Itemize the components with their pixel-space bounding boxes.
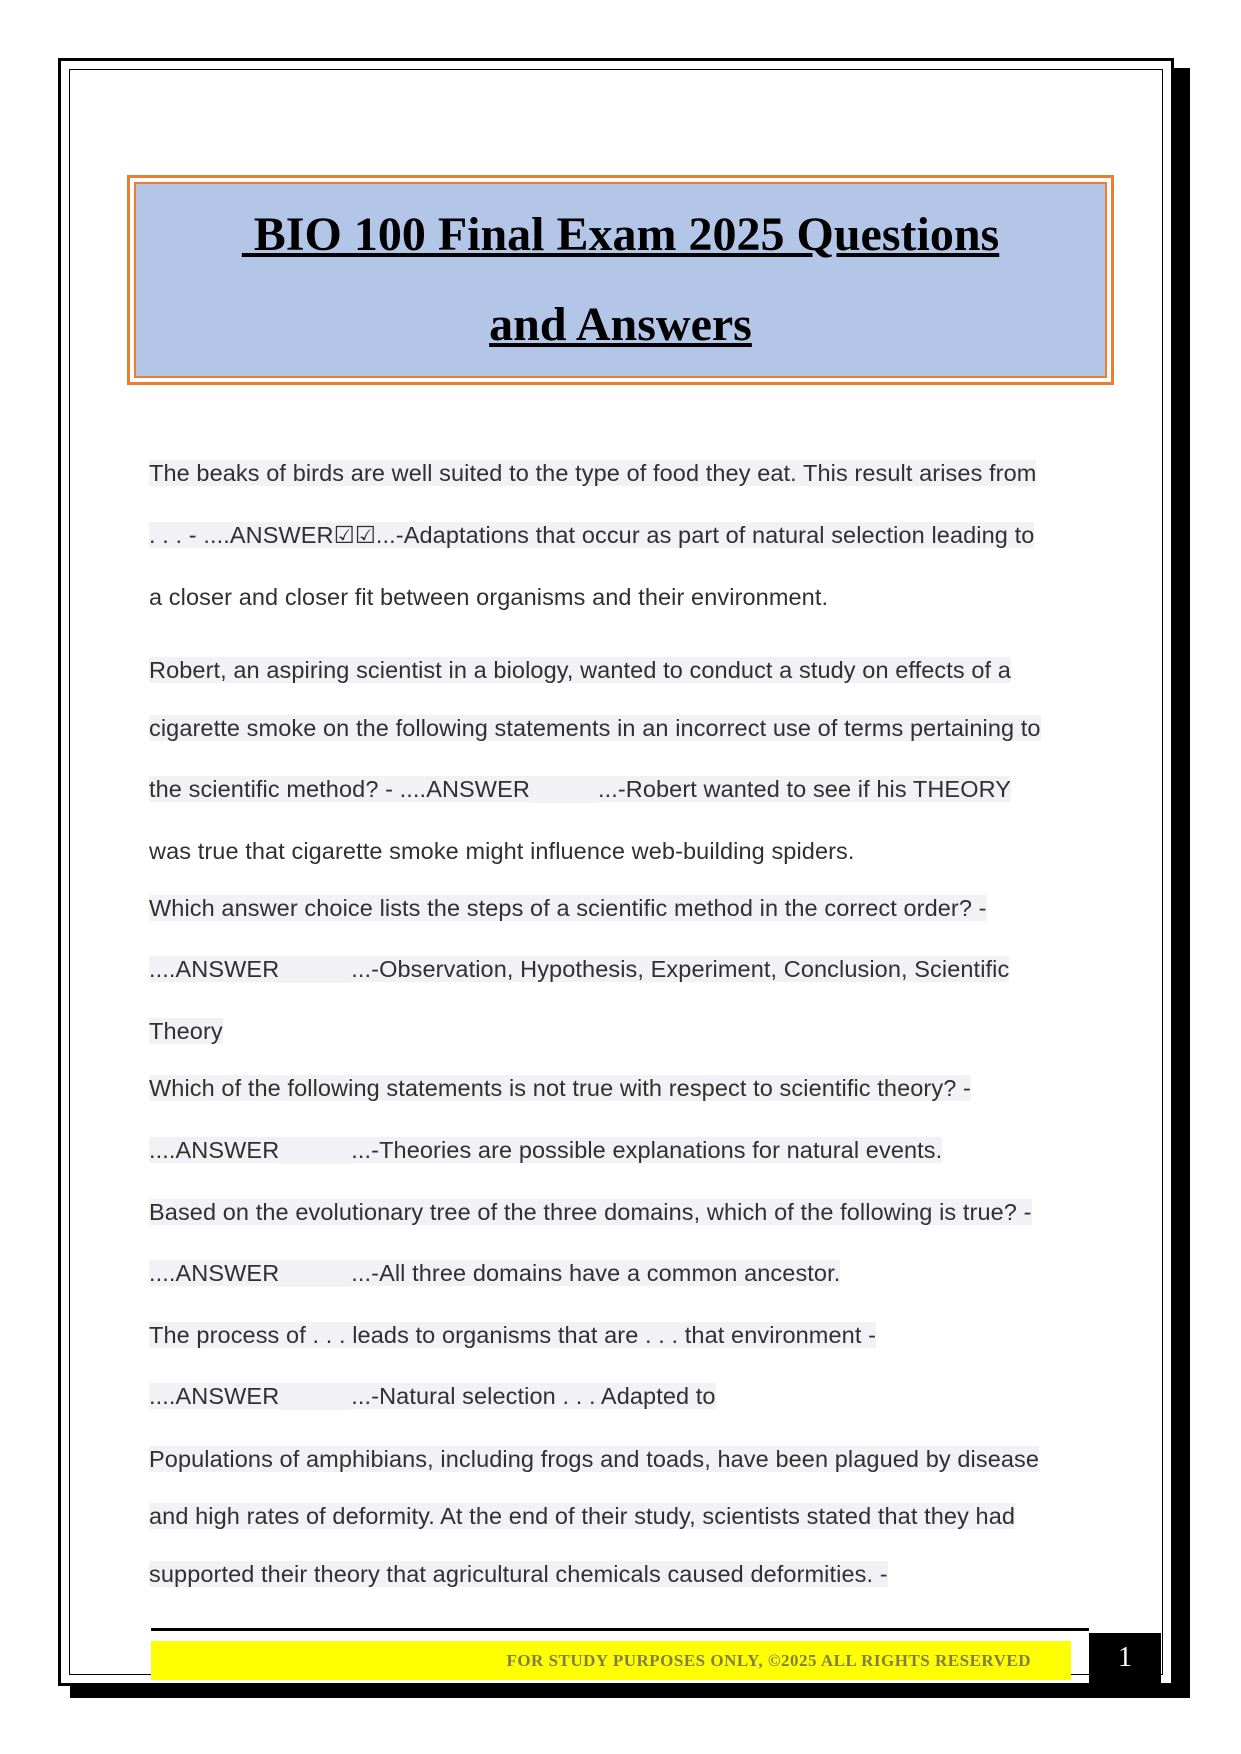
title-box-inner — [134, 182, 1107, 378]
question-2-answer-line-1: the scientific method? - ....ANSWER ...-Robert wanted to see if his THEORY — [149, 776, 1011, 802]
question-5-line-1: Based on the evolutionary tree of the three domains, which of the following is true? - — [149, 1199, 1032, 1225]
question-7-line-3: supported their theory that agricultural chemicals caused deformities. - — [149, 1561, 888, 1587]
document-title-line-1: BIO 100 Final Exam 2025 Questions — [241, 208, 1000, 261]
question-3-answer-line-1: ....ANSWER ...-Observation, Hypothesis, Experiment, Conclusion, Scientific — [149, 956, 1010, 982]
question-2-line-1: Robert, an aspiring scientist in a biology, wanted to conduct a study on effects of a — [149, 657, 1011, 683]
question-3-line-1: Which answer choice lists the steps of a scientific method in the correct order? - — [149, 895, 987, 921]
question-2-line-2: cigarette smoke on the following statements in an incorrect use of terms pertaining to — [149, 715, 1041, 741]
question-7-line-2: and high rates of deformity. At the end of their study, scientists stated that they had — [149, 1503, 1016, 1529]
footer-band — [151, 1641, 1071, 1680]
title-box — [127, 175, 1114, 385]
question-2-answer-line-2: was true that cigarette smoke might influence web-building spiders. — [149, 838, 855, 864]
page-number: 1 — [1089, 1633, 1161, 1683]
question-7-line-1: Populations of amphibians, including frogs and toads, have been plagued by disease — [149, 1446, 1040, 1472]
question-6-answer: ....ANSWER ...-Natural selection . . . Adapted to — [149, 1383, 716, 1409]
question-5-answer: ....ANSWER ...-All three domains have a common ancestor. — [149, 1260, 841, 1286]
footer-copyright: FOR STUDY PURPOSES ONLY, ©2025 ALL RIGHTS RESERVED — [506, 1650, 1031, 1670]
document-title-line-2: and Answers — [489, 298, 752, 351]
question-1-answer-line-1: . . . - ....ANSWER☑☑...-Adaptations that occur as part of natural selection leading to — [149, 522, 1035, 548]
footer-rule — [151, 1628, 1089, 1631]
question-4-line-1: Which of the following statements is not true with respect to scientific theory? - — [149, 1075, 971, 1101]
question-3-answer-line-2: Theory — [149, 1018, 223, 1044]
question-1-line-1: The beaks of birds are well suited to the type of food they eat. This result arises from — [149, 460, 1037, 486]
question-6-line-1: The process of . . . leads to organisms that are . . . that environment - — [149, 1322, 876, 1348]
question-1-answer-line-2: a closer and closer fit between organisms and their environment. — [149, 584, 829, 610]
question-4-answer: ....ANSWER ...-Theories are possible explanations for natural events. — [149, 1137, 943, 1163]
